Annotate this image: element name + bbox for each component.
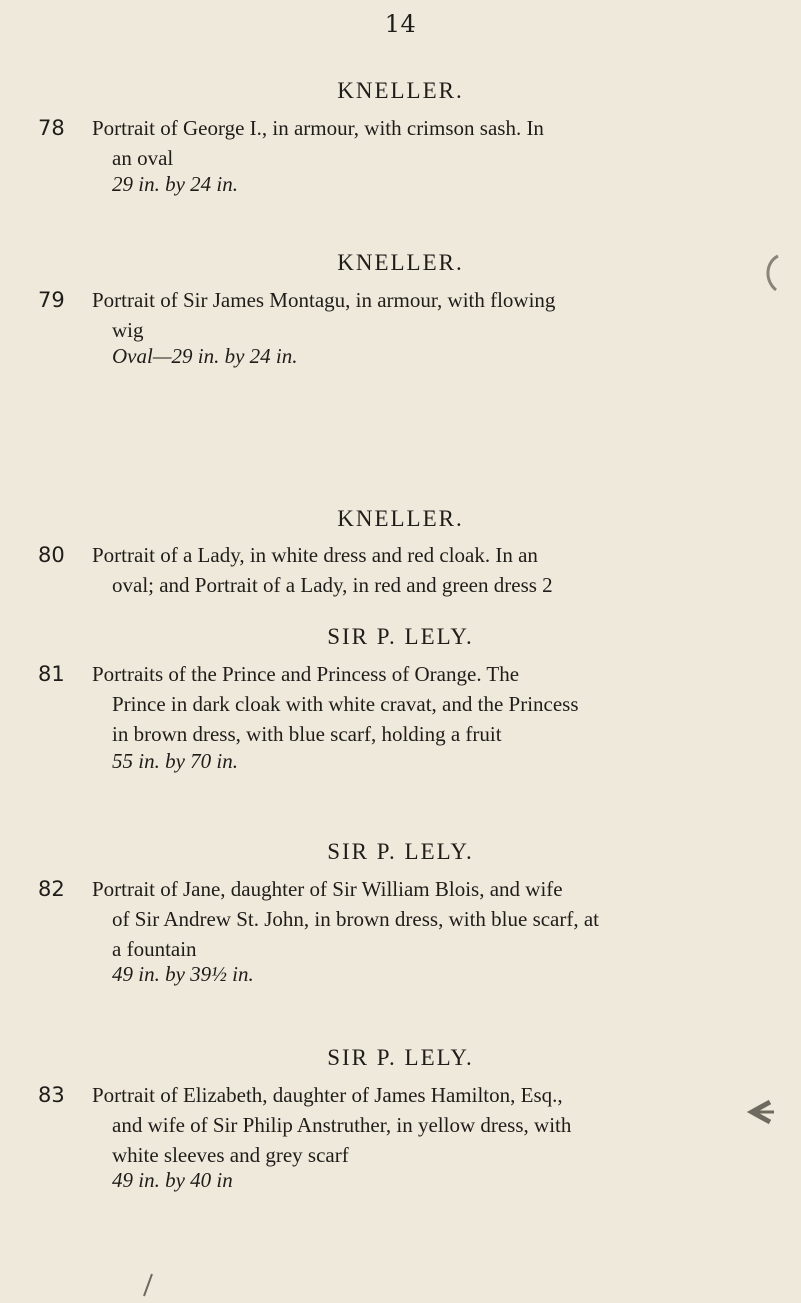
lot-dimensions — [112, 749, 238, 774]
lot-description — [92, 874, 772, 964]
description-line: an oval — [112, 146, 174, 170]
lot-dimensions — [112, 1168, 233, 1193]
lot-description — [92, 659, 772, 749]
artist-heading: KNELLER. — [337, 78, 464, 103]
lot-description — [92, 540, 772, 600]
description-line: Portrait of a Lady, in white dress and red cloak. In an — [92, 543, 538, 567]
lot-description — [92, 285, 772, 345]
description-line: a fountain — [112, 937, 197, 961]
description-line: Portrait of Sir James Montagu, in armour, with flowing — [92, 288, 556, 312]
artist-heading: KNELLER. — [337, 250, 464, 275]
description-line: white sleeves and grey scarf — [112, 1143, 349, 1167]
dimensions-text: 55 in. by 70 in. — [112, 749, 238, 773]
page-number: 14 — [384, 10, 417, 38]
margin-stroke-mark — [138, 1272, 158, 1300]
lot-dimensions — [112, 172, 238, 197]
description-line: oval; and Portrait of a Lady, in red and green dress 2 — [112, 573, 553, 597]
lot-dimensions — [112, 344, 297, 369]
description-line: Portrait of Elizabeth, daughter of James Hamilton, Esq., — [92, 1083, 563, 1107]
artist-heading: SIR P. LELY. — [327, 624, 474, 649]
dimensions-text: 29 in. by 24 in. — [112, 172, 238, 196]
lot-number: 78 — [38, 116, 65, 140]
artist-heading: SIR P. LELY. — [327, 1045, 474, 1070]
lot-number: 82 — [38, 877, 65, 901]
artist-heading: KNELLER. — [337, 506, 464, 531]
lot-number: 81 — [38, 662, 65, 686]
description-line: Portrait of George I., in armour, with crimson sash. In — [92, 116, 544, 140]
lot-number: 83 — [38, 1083, 65, 1107]
lot-number: 80 — [38, 543, 65, 567]
dimensions-text: Oval—29 in. by 24 in. — [112, 344, 298, 368]
margin-bracket-mark — [758, 252, 788, 294]
margin-arrow-mark — [740, 1092, 780, 1132]
lot-description — [92, 113, 772, 173]
description-line: Portrait of Jane, daughter of Sir William Blois, and wife — [92, 877, 563, 901]
dimensions-text: 49 in. by 40 in — [112, 1168, 233, 1192]
artist-heading: SIR P. LELY. — [327, 839, 474, 864]
description-line: Prince in dark cloak with white cravat, and the Princess — [112, 692, 579, 716]
lot-number: 79 — [38, 288, 65, 312]
lot-dimensions — [112, 962, 254, 987]
description-line: and wife of Sir Philip Anstruther, in yellow dress, with — [112, 1113, 572, 1137]
dimensions-text: 49 in. by 39½ in. — [112, 962, 254, 986]
description-line: wig — [112, 318, 144, 342]
description-line: of Sir Andrew St. John, in brown dress, with blue scarf, at — [112, 907, 600, 931]
description-line: Portraits of the Prince and Princess of Orange. The — [92, 662, 520, 686]
lot-description — [92, 1080, 772, 1170]
description-line: in brown dress, with blue scarf, holding a fruit — [112, 722, 502, 746]
